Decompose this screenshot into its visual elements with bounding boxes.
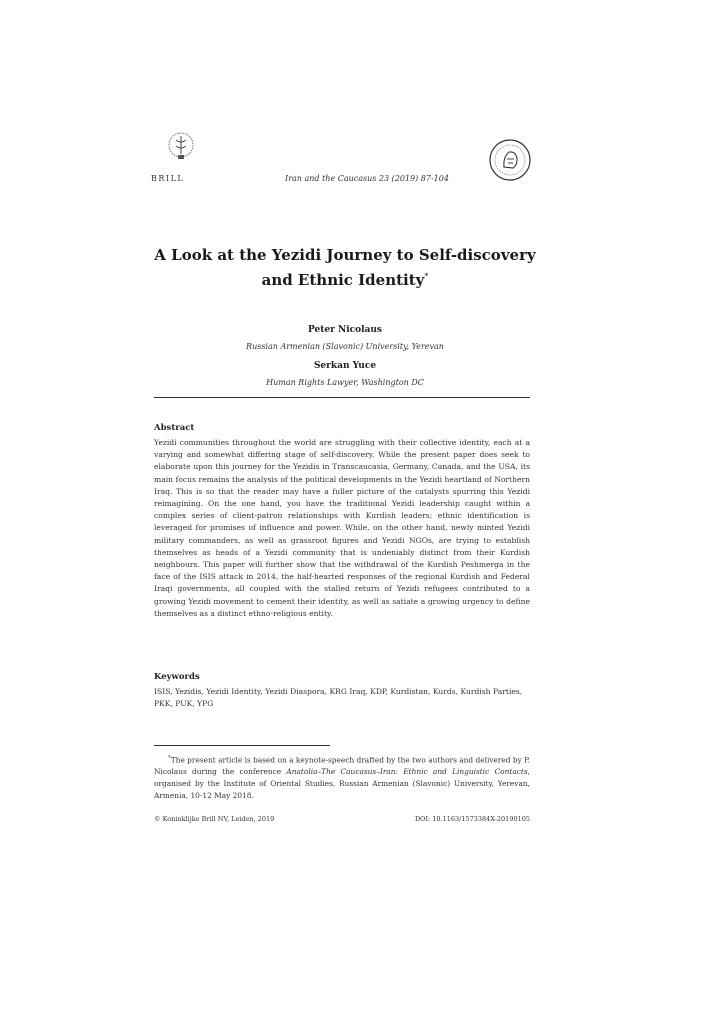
footnote — [154, 752, 530, 802]
publisher-name: BRILL — [151, 174, 185, 183]
article-title — [150, 245, 540, 291]
doi-line: DOI: 10.1163/1573384X-20190105 — [414, 815, 530, 823]
abstract-text: Yezidi communities throughout the world are struggling with their collective identity, each at a varying and somewhat differing stage of self-discovery. While the present paper does seek to elaborate upon this journey for the Yezidis in Transcaucasia, Germany, Canada, and the USA, its main focus remains the analysis of the political developments in the Yezidi heartland of Northern Iraq. This is so that the reader may have a fuller picture of the catalysts spurring this Yezidi reimagining. On the one hand, you have the traditional Yezidi leadership caught within a complex series of client-patron relationships with Kurdish leaders; ethnic identification is leveraged for promises of influence and power. While, on the other hand, newly minted Yezidi military commanders, as well as grassroot figures and Yezidi NGOs, are trying to establish themselves as heads of a Yezidi community that is undeniably distinct from their Kurdish neighbours. This paper will further show that the withdrawal of the Kurdish Peshmerga in the face of the ISIS attack in 2014, the half-hearted responses of the regional Kurdish and Federal Iraqi governments, all coupled with the stalled return of Yezidi refugees contributed to a growing Yezidi movement to cement their identity, as well as satiate a growing urgency to define themselves as a distinct ethno-religious entity. — [154, 438, 530, 618]
author-affiliation-2: Human Rights Lawyer, Washington DC — [266, 378, 424, 387]
author-name-2: Serkan Yuce — [313, 361, 377, 371]
footnote-divider — [154, 745, 330, 746]
article-title-text: A Look at the Yezidi Journey to Self-discovery and Ethnic Identity — [154, 246, 536, 289]
copyright-line: © Koninklijke Brill NV, Leiden, 2019 — [154, 815, 275, 823]
journal-citation: Iran and the Caucasus 23 (2019) 87-104 — [285, 174, 449, 183]
header-divider — [154, 397, 530, 398]
footnote-text-after: , organised by the Institute of Oriental Studies, Russian Armenian (Slavonic) University, Yerevan, Armenia, 10-12 May 2018. — [154, 767, 531, 801]
abstract-heading: Abstract — [154, 423, 195, 433]
journal-seal-icon — [487, 137, 533, 183]
keywords-text: ISIS, Yezidis, Yezidi Identity, Yezidi Diaspora, KRG Iraq, KDP, Kurdistan, Kurds, Kurdish Parties, PKK, PUK, YPG — [154, 687, 523, 709]
footnote-conference-title: Anatolia–The Caucasus–Iran: Ethnic and Linguistic Contacts — [286, 767, 528, 777]
author-affiliation-1: Russian Armenian (Slavonic) University, Yerevan — [246, 342, 444, 351]
keywords-heading: Keywords — [154, 672, 200, 682]
author-name-1: Peter Nicolaus — [308, 325, 382, 335]
footnote-marker: * — [168, 755, 171, 761]
footnote-text-before: The present article is based on a keynote-speech drafted by the two authors and delivered by P. Nicolaus during the conference — [154, 755, 530, 777]
title-footnote-marker: * — [424, 272, 429, 281]
brill-logo-icon — [166, 128, 196, 164]
